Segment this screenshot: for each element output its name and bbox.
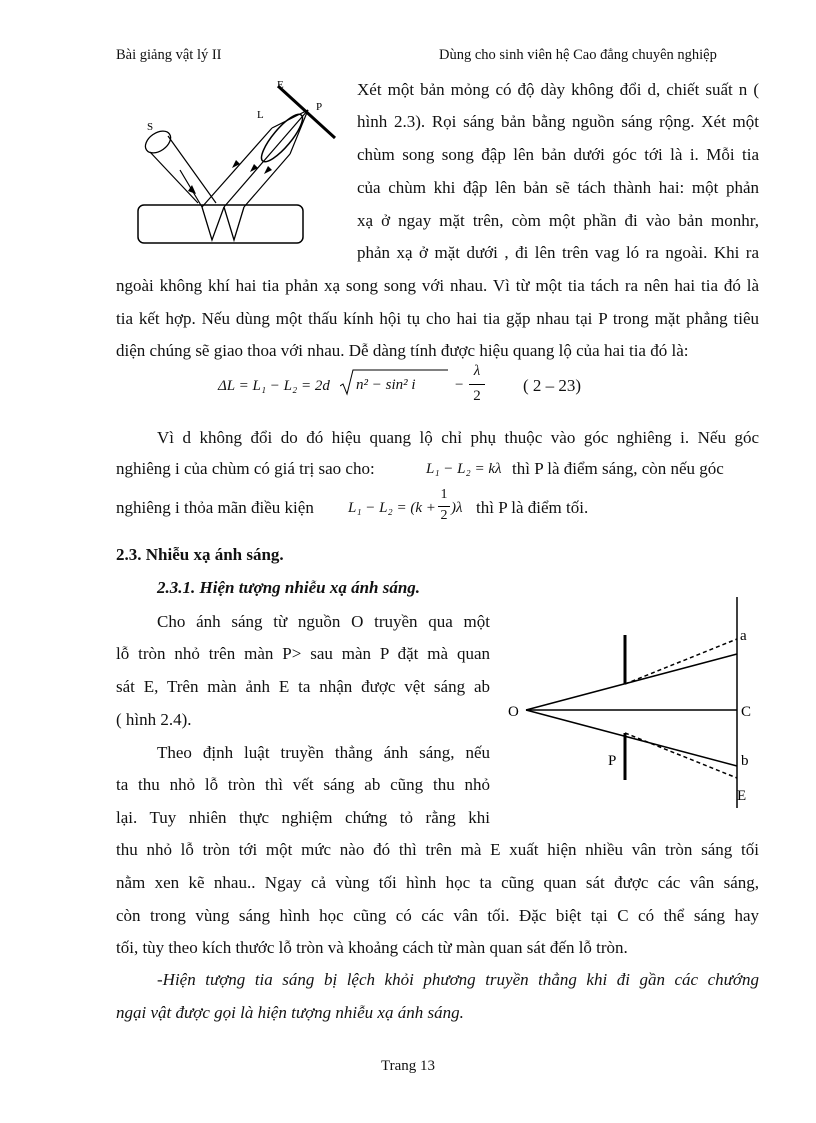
page-number: Trang 13 xyxy=(380,1058,436,1074)
definition-line: ngại vật được gọi là hiện tượng nhiễu xạ ánh sáng. xyxy=(116,1003,464,1022)
para3-line: Cho ánh sáng từ nguồn O truyền qua một xyxy=(157,612,490,631)
para2-line1: Vì d không đổi do đó hiệu quang lộ chỉ phụ thuộc vào góc nghiêng i. Nếu góc xyxy=(157,428,759,447)
para1-line: ngoài không khí hai tia phản xạ song song với nhau. Vì từ một tia tách ra nên hai tia đó là xyxy=(116,276,759,295)
equation-sqrt xyxy=(340,368,450,396)
para3-line: ( hình 2.4). xyxy=(116,710,192,729)
header-right: Dùng cho sinh viên hệ Cao đẳng chuyên nghiệp xyxy=(439,47,717,63)
cond-dark-den: 2 xyxy=(440,508,448,523)
section-heading: 2.3. Nhiễu xạ ánh sáng. xyxy=(116,545,284,564)
sqrt-body: n² − sin² i xyxy=(356,377,416,393)
diffraction-figure xyxy=(500,590,770,820)
para2-line2b: thì P là điểm sáng, còn nếu góc xyxy=(512,459,724,478)
cond-dark-a: L₁ − L₂ = (k + xyxy=(348,500,436,516)
para1-line: tia kết hợp. Nếu dùng một thấu kính hội tụ cho hai tia gặp nhau tại P trong mặt phẳng tiêu xyxy=(116,309,759,328)
para2-line2a: nghiêng i của chùm có giá trị sao cho: xyxy=(116,459,375,478)
para2-line3b: thì P là điểm tối. xyxy=(476,498,589,517)
para4-line: còn trong vùng sáng hình học cũng có các vân tối. Đặc biệt tại C có thể sáng hay xyxy=(116,906,759,925)
label-c: C xyxy=(741,704,752,720)
para1-line: của chùm khi đập lên bản sẽ tách thành hai: một phản xyxy=(357,178,759,197)
cond-dark-num: 1 xyxy=(440,487,448,502)
label-a: a xyxy=(740,628,747,644)
ray-lower xyxy=(526,710,737,766)
cond-dark-bar xyxy=(438,506,450,507)
para1-line: Xét một bản mỏng có độ dày không đổi d, chiết suất n ( xyxy=(357,80,759,99)
para1-line: diện chúng sẽ giao thoa với nhau. Dễ dàng tính được hiệu quang lộ của hai tia đó là: xyxy=(116,341,689,360)
para1-line: hình 2.3). Rọi sáng bản bằng nguồn sáng rộng. Xét một xyxy=(357,112,759,131)
label-b: b xyxy=(741,753,749,769)
label-o: O xyxy=(508,704,519,720)
frac-num: λ xyxy=(473,363,481,379)
subsection-heading: 2.3.1. Hiện tượng nhiễu xạ ánh sáng. xyxy=(157,578,421,597)
fraction-bar xyxy=(469,384,485,385)
plate xyxy=(138,205,303,243)
ray-diffracted-upper xyxy=(625,639,737,684)
ray-upper xyxy=(526,654,737,710)
label-s: S xyxy=(147,121,154,133)
ray-diffracted-lower xyxy=(625,733,737,778)
para4-line: tối, tùy theo kích thước lỗ tròn và khoảng cách từ màn quan sát đến lỗ tròn. xyxy=(116,938,628,957)
definition-line: -Hiện tượng tia sáng bị lệch khỏi phương truyền thẳng khi đi gần các chướng xyxy=(157,970,759,989)
equation-lhs: ΔL = L₁ − L₂ = 2d xyxy=(218,378,330,394)
equation-number: ( 2 – 23) xyxy=(523,376,582,395)
para1-line: xạ ở ngay mặt trên, còm một phần đi vào bản monhr, xyxy=(357,211,759,230)
para4-line: nằm xen kẽ nhau.. Ngay cả vùng tối hình học ta cũng quan sát được các vân sáng, xyxy=(116,873,759,892)
frac-den: 2 xyxy=(473,388,481,404)
para4-line: thu nhỏ lỗ tròn tới một mức nào đó thì trên mà E xuất hiện nhiều vân tròn sáng tối xyxy=(116,840,759,859)
cond-bright: L₁ − L₂ = kλ xyxy=(426,461,502,477)
screen-e xyxy=(278,86,335,138)
para1-line: chùm song song đập lên bản dưới góc tới là i. Mỗi tia xyxy=(357,145,759,164)
label-e: E xyxy=(737,788,747,804)
para4-line: Theo định luật truyền thẳng ánh sáng, nếu xyxy=(157,743,490,762)
equation-minus: − xyxy=(455,377,464,393)
para1-line: phản xạ ở mặt dưới , đi lên trên vag ló ra ngoài. Khi ra xyxy=(357,243,759,262)
para2-line3a: nghiêng i thỏa mãn điều kiện xyxy=(116,498,314,517)
label-p: P xyxy=(316,101,323,113)
cond-dark-b: )λ xyxy=(451,500,463,516)
para3-line: lỗ tròn nhỏ trên màn P> sau màn P đặt mà quan xyxy=(116,644,490,663)
para3-line: sát E, Trên màn ảnh E ta nhận được vệt sáng ab xyxy=(116,677,490,696)
thin-film-figure xyxy=(130,70,350,255)
para4-line: lại. Tuy nhiên thực nghiệm chứng tỏ rằng khi xyxy=(116,808,490,827)
header-left: Bài giảng vật lý II xyxy=(116,47,222,63)
label-p: P xyxy=(608,753,617,769)
para4-line: ta thu nhỏ lỗ tròn thì vết sáng ab cũng thu nhỏ xyxy=(116,775,490,794)
label-e: E xyxy=(277,79,284,91)
label-l: L xyxy=(257,109,264,121)
